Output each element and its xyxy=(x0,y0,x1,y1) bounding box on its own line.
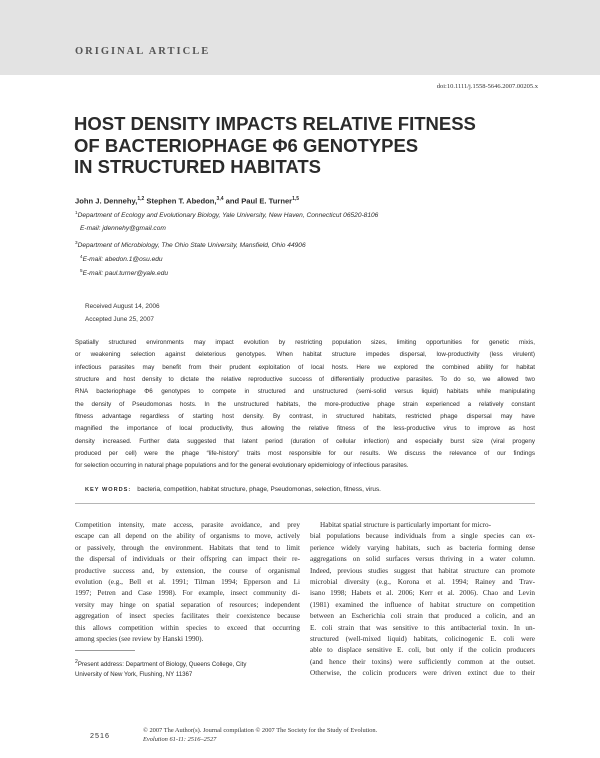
divider xyxy=(75,503,535,504)
title-line: HOST DENSITY IMPACTS RELATIVE FITNESS xyxy=(74,113,476,134)
body-line: isano 1998; Habets et al. 2006; Kerr et al. 2006). Chao and Levin xyxy=(310,589,535,598)
abstract xyxy=(75,337,535,473)
affiliation-email[interactable]: $^4$E-mail: abedon.1@osu.edu xyxy=(80,254,163,264)
accepted-date: Accepted June 25, 2007 xyxy=(85,316,154,323)
body-line: structured (well-mixed liquid) habitats, colicinogenic E. coli were xyxy=(310,635,535,644)
abstract-line: RNA bacteriophage Φ6 genotypes to compete in structured and unstructured (semi-solid versus liquid) habitats while manipulating xyxy=(75,388,535,396)
abstract-line: fitness advantage regardless of starting host density. By contrast, in structured habitats, restricted phage dispersal may have xyxy=(75,413,535,421)
article-title xyxy=(74,113,534,178)
journal-citation: Evolution 61-11: 2516–2527 xyxy=(143,736,217,743)
page-number: 2516 xyxy=(90,731,110,740)
body-line: between an Escherichia coli strain that produced a colicin, and an xyxy=(310,612,535,621)
abstract-line: for selection occurring in natural phage populations and for the general evolutionary epidemiology of infectious parasites. xyxy=(75,462,409,470)
body-line: (and hence their toxins) were sufficiently common at the outset. xyxy=(310,657,535,666)
body-line: aggregations on solid surfaces versus thriving in a water column. xyxy=(310,555,535,564)
received-date: Received August 14, 2006 xyxy=(85,303,160,310)
body-line: Otherwise, the colicin producers were driven extinct due to their xyxy=(310,669,535,678)
footnote: $^2$Present address: Department of Biology, Queens College, City University of New York, Flushing, NY 11367 xyxy=(75,659,247,679)
body-line: versity may hinge on spatial separation of resources; independent xyxy=(75,600,300,609)
affiliation: $^3$Department of Microbiology, The Ohio State University, Mansfield, Ohio 44906 xyxy=(75,240,306,250)
header-band xyxy=(0,0,600,75)
doi[interactable]: doi:10.1111/j.1558-5646.2007.00205.x xyxy=(436,83,538,90)
affiliation-email[interactable]: E-mail: jdennehy@gmail.com xyxy=(80,225,166,232)
body-line: 1997; Petren and Case 1998). For example, insect community di- xyxy=(75,589,300,598)
body-line: (1981) examined the influence of habitat structure on competition xyxy=(310,600,535,609)
author-list: John J. Dennehy,$^{1,2}$ Stephen T. Abedon,$^{3,4}$ and Paul E. Turner$^{1,5}$ xyxy=(75,196,300,206)
abstract-line: Spatially structured environments may impact evolution by restricting population sizes, limiting opportunities for genetic mixis, xyxy=(75,339,535,346)
body-column-left xyxy=(75,520,300,645)
affiliation-email[interactable]: $^5$E-mail: paul.turner@yale.edu xyxy=(80,268,169,278)
copyright-notice: © 2007 The Author(s). Journal compilation © 2007 The Society for the Study of Evolution. Evolution 61-11: 2516–2527 xyxy=(143,727,378,743)
body-line: perience widely varying habitats, such as bacteria forming dense xyxy=(310,543,535,552)
body-line: or passively, through the environment. Habitats that tend to limit xyxy=(75,543,300,552)
body-line: bial populations because individuals from a single species can ex- xyxy=(310,532,535,541)
body-line: the dispersal of individuals or their offspring can impact their re- xyxy=(75,555,300,564)
abstract-line: infectious parasites may benefit from their prudent exploitation of local hosts. Here we explored the combined ability for habitat xyxy=(75,363,535,371)
keywords-label: KEY WORDS: xyxy=(85,487,132,493)
abstract-line: magnified the importance of local productivity, thus allowing the relative fitness of the less-productive virus to improve as host xyxy=(75,425,535,433)
footnote-rule xyxy=(75,650,135,651)
body-line: E. coli strain that was sensitive to this antibacterial toxin. In un- xyxy=(310,623,535,632)
body-line: this allows competition within species to exceed that occurring xyxy=(75,623,300,632)
body-line: aggregation of insect species facilitates their coexistence because xyxy=(75,612,300,621)
title-line: IN STRUCTURED HABITATS xyxy=(74,156,321,177)
body-line: evolution (e.g., Bell et al. 1991; Tilman 1994; Epperson and Li xyxy=(75,578,300,587)
abstract-line: or weakening selection against deleterious genotypes. When habitat structure impedes dispersal, low-productivity (less virulent) xyxy=(75,351,535,359)
body-line: productive success and, by extension, the course of organismal xyxy=(75,566,300,575)
article-type-label: ORIGINAL ARTICLE xyxy=(75,46,211,57)
keywords xyxy=(85,486,381,493)
abstract-line: produced per cell) were the phage “life-history” traits most responsible for our results. We discuss the relevance of our findings xyxy=(75,450,535,458)
abstract-line: structure and host density to dictate the relative reproductive success of differentially productive parasites. To do so, we allowed two xyxy=(75,376,535,384)
body-line: able to displace sensitive E. coli, but only if the colicin producers xyxy=(310,646,535,655)
body-line: microbial diversity (e.g., Korona et al. 1994; Rainey and Trav- xyxy=(310,578,535,587)
body-line: Indeed, previous studies suggest that habitat structure can promote xyxy=(310,566,535,575)
author-name: John J. Dennehy, xyxy=(75,196,138,206)
body-line: among species (see review by Hanski 1990). xyxy=(75,635,204,644)
body-column-right xyxy=(310,520,535,680)
author-name: Stephen T. Abedon, xyxy=(144,196,217,206)
keywords-text: bacteria, competition, habitat structure, phage, Pseudomonas, selection, fitness, virus. xyxy=(137,486,381,493)
body-line: Habitat spatial structure is particularly important for micro- xyxy=(320,521,492,529)
body-line: Competition intensity, mate access, parasite avoidance, and prey xyxy=(75,521,300,529)
affiliation: $^1$Department of Ecology and Evolutionary Biology, Yale University, New Haven, Connecticut 06520-8106 xyxy=(75,210,379,220)
abstract-line: the density of Pseudomonas hosts. In the unstructured habitats, the more-productive phage strain experienced a relatively constant xyxy=(75,400,535,408)
abstract-line: density increased. Further data suggested that latent period (duration of cellular infection) and especially burst size (viral progeny xyxy=(75,437,535,445)
title-line: OF BACTERIOPHAGE Φ6 GENOTYPES xyxy=(74,134,419,156)
author-name: and Paul E. Turner xyxy=(223,196,293,206)
body-line: escape can all depend on the ability of organisms to move, actively xyxy=(75,532,300,541)
